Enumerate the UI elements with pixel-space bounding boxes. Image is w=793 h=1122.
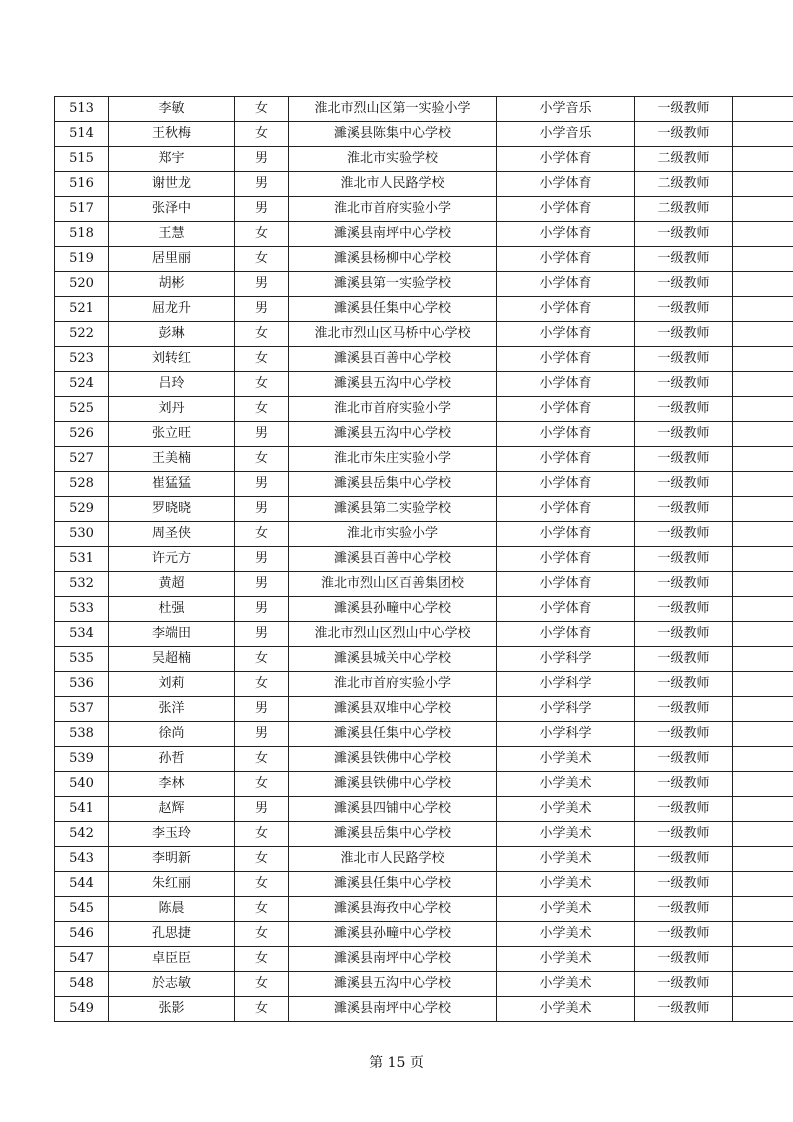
gender-cell: 女 bbox=[235, 747, 289, 772]
remarks-cell bbox=[733, 372, 793, 397]
table-row bbox=[55, 697, 793, 722]
row-number-cell: 541 bbox=[55, 797, 109, 822]
remarks-cell bbox=[733, 122, 793, 147]
row-number-cell: 544 bbox=[55, 872, 109, 897]
title-rank-cell: 一级教师 bbox=[635, 847, 733, 872]
row-number-cell: 517 bbox=[55, 197, 109, 222]
subject-cell: 小学音乐 bbox=[497, 97, 635, 122]
subject-cell: 小学体育 bbox=[497, 222, 635, 247]
table-row bbox=[55, 297, 793, 322]
title-rank-cell: 一级教师 bbox=[635, 222, 733, 247]
row-number-cell: 548 bbox=[55, 972, 109, 997]
teacher-name-cell: 李明新 bbox=[109, 847, 235, 872]
subject-cell: 小学科学 bbox=[497, 697, 635, 722]
subject-cell: 小学体育 bbox=[497, 197, 635, 222]
teacher-name-cell: 刘丹 bbox=[109, 397, 235, 422]
school-cell: 濉溪县铁佛中心学校 bbox=[289, 772, 497, 797]
subject-cell: 小学体育 bbox=[497, 572, 635, 597]
teacher-name-cell: 张立旺 bbox=[109, 422, 235, 447]
school-cell: 淮北市烈山区马桥中心学校 bbox=[289, 322, 497, 347]
remarks-cell bbox=[733, 722, 793, 747]
teacher-name-cell: 李玉玲 bbox=[109, 822, 235, 847]
title-rank-cell: 一级教师 bbox=[635, 422, 733, 447]
row-number-cell: 536 bbox=[55, 672, 109, 697]
school-cell: 濉溪县双堆中心学校 bbox=[289, 697, 497, 722]
gender-cell: 男 bbox=[235, 422, 289, 447]
table-row bbox=[55, 772, 793, 797]
table-row bbox=[55, 797, 793, 822]
row-number-cell: 526 bbox=[55, 422, 109, 447]
teacher-name-cell: 胡彬 bbox=[109, 272, 235, 297]
remarks-cell bbox=[733, 947, 793, 972]
gender-cell: 女 bbox=[235, 872, 289, 897]
subject-cell: 小学科学 bbox=[497, 647, 635, 672]
school-cell: 淮北市烈山区百善集团校 bbox=[289, 572, 497, 597]
remarks-cell bbox=[733, 422, 793, 447]
school-cell: 濉溪县城关中心学校 bbox=[289, 647, 497, 672]
row-number-cell: 547 bbox=[55, 947, 109, 972]
school-cell: 淮北市人民路学校 bbox=[289, 172, 497, 197]
school-cell: 濉溪县任集中心学校 bbox=[289, 297, 497, 322]
teacher-name-cell: 李敏 bbox=[109, 97, 235, 122]
row-number-cell: 514 bbox=[55, 122, 109, 147]
school-cell: 淮北市烈山区第一实验小学 bbox=[289, 97, 497, 122]
teacher-name-cell: 居里丽 bbox=[109, 247, 235, 272]
title-rank-cell: 一级教师 bbox=[635, 572, 733, 597]
remarks-cell bbox=[733, 647, 793, 672]
title-rank-cell: 一级教师 bbox=[635, 872, 733, 897]
table-row bbox=[55, 622, 793, 647]
subject-cell: 小学体育 bbox=[497, 597, 635, 622]
school-cell: 淮北市朱庄实验小学 bbox=[289, 447, 497, 472]
title-rank-cell: 一级教师 bbox=[635, 272, 733, 297]
teacher-name-cell: 张影 bbox=[109, 997, 235, 1022]
subject-cell: 小学音乐 bbox=[497, 122, 635, 147]
school-cell: 濉溪县孙疃中心学校 bbox=[289, 597, 497, 622]
school-cell: 淮北市首府实验小学 bbox=[289, 197, 497, 222]
subject-cell: 小学美术 bbox=[497, 922, 635, 947]
gender-cell: 女 bbox=[235, 772, 289, 797]
school-cell: 濉溪县四铺中心学校 bbox=[289, 797, 497, 822]
remarks-cell bbox=[733, 822, 793, 847]
school-cell: 濉溪县杨柳中心学校 bbox=[289, 247, 497, 272]
teacher-name-cell: 李林 bbox=[109, 772, 235, 797]
remarks-cell bbox=[733, 147, 793, 172]
table-row bbox=[55, 747, 793, 772]
gender-cell: 女 bbox=[235, 972, 289, 997]
subject-cell: 小学美术 bbox=[497, 872, 635, 897]
subject-cell: 小学体育 bbox=[497, 147, 635, 172]
gender-cell: 男 bbox=[235, 497, 289, 522]
gender-cell: 男 bbox=[235, 797, 289, 822]
remarks-cell bbox=[733, 872, 793, 897]
title-rank-cell: 一级教师 bbox=[635, 472, 733, 497]
school-cell: 濉溪县岳集中心学校 bbox=[289, 472, 497, 497]
title-rank-cell: 二级教师 bbox=[635, 172, 733, 197]
subject-cell: 小学体育 bbox=[497, 172, 635, 197]
table-row bbox=[55, 722, 793, 747]
title-rank-cell: 一级教师 bbox=[635, 647, 733, 672]
school-cell: 濉溪县南坪中心学校 bbox=[289, 222, 497, 247]
subject-cell: 小学体育 bbox=[497, 247, 635, 272]
remarks-cell bbox=[733, 847, 793, 872]
teacher-name-cell: 黄超 bbox=[109, 572, 235, 597]
school-cell: 淮北市烈山区烈山中心学校 bbox=[289, 622, 497, 647]
remarks-cell bbox=[733, 397, 793, 422]
subject-cell: 小学美术 bbox=[497, 997, 635, 1022]
gender-cell: 女 bbox=[235, 522, 289, 547]
gender-cell: 男 bbox=[235, 572, 289, 597]
table-row bbox=[55, 147, 793, 172]
remarks-cell bbox=[733, 247, 793, 272]
school-cell: 淮北市实验学校 bbox=[289, 147, 497, 172]
row-number-cell: 529 bbox=[55, 497, 109, 522]
remarks-cell bbox=[733, 197, 793, 222]
remarks-cell bbox=[733, 772, 793, 797]
school-cell: 濉溪县南坪中心学校 bbox=[289, 947, 497, 972]
gender-cell: 女 bbox=[235, 397, 289, 422]
teacher-name-cell: 王慧 bbox=[109, 222, 235, 247]
school-cell: 淮北市首府实验小学 bbox=[289, 672, 497, 697]
row-number-cell: 523 bbox=[55, 347, 109, 372]
teacher-name-cell: 陈晨 bbox=[109, 897, 235, 922]
title-rank-cell: 一级教师 bbox=[635, 97, 733, 122]
teacher-name-cell: 吴超楠 bbox=[109, 647, 235, 672]
title-rank-cell: 一级教师 bbox=[635, 247, 733, 272]
gender-cell: 男 bbox=[235, 147, 289, 172]
subject-cell: 小学美术 bbox=[497, 897, 635, 922]
roster-table bbox=[54, 96, 793, 1022]
gender-cell: 女 bbox=[235, 997, 289, 1022]
remarks-cell bbox=[733, 572, 793, 597]
gender-cell: 女 bbox=[235, 97, 289, 122]
teacher-name-cell: 张泽中 bbox=[109, 197, 235, 222]
gender-cell: 女 bbox=[235, 447, 289, 472]
teacher-name-cell: 张洋 bbox=[109, 697, 235, 722]
row-number-cell: 542 bbox=[55, 822, 109, 847]
title-rank-cell: 一级教师 bbox=[635, 372, 733, 397]
table-row bbox=[55, 522, 793, 547]
remarks-cell bbox=[733, 447, 793, 472]
subject-cell: 小学体育 bbox=[497, 447, 635, 472]
gender-cell: 男 bbox=[235, 597, 289, 622]
title-rank-cell: 二级教师 bbox=[635, 147, 733, 172]
table-row bbox=[55, 397, 793, 422]
subject-cell: 小学美术 bbox=[497, 797, 635, 822]
teacher-name-cell: 周圣侠 bbox=[109, 522, 235, 547]
subject-cell: 小学体育 bbox=[497, 622, 635, 647]
teacher-name-cell: 刘转红 bbox=[109, 347, 235, 372]
gender-cell: 女 bbox=[235, 347, 289, 372]
gender-cell: 男 bbox=[235, 722, 289, 747]
title-rank-cell: 一级教师 bbox=[635, 297, 733, 322]
subject-cell: 小学体育 bbox=[497, 472, 635, 497]
title-rank-cell: 一级教师 bbox=[635, 972, 733, 997]
row-number-cell: 519 bbox=[55, 247, 109, 272]
subject-cell: 小学美术 bbox=[497, 947, 635, 972]
title-rank-cell: 一级教师 bbox=[635, 347, 733, 372]
table-row bbox=[55, 197, 793, 222]
table-row bbox=[55, 447, 793, 472]
teacher-name-cell: 崔猛猛 bbox=[109, 472, 235, 497]
school-cell: 濉溪县海孜中心学校 bbox=[289, 897, 497, 922]
remarks-cell bbox=[733, 622, 793, 647]
row-number-cell: 549 bbox=[55, 997, 109, 1022]
remarks-cell bbox=[733, 272, 793, 297]
teacher-name-cell: 王美楠 bbox=[109, 447, 235, 472]
row-number-cell: 527 bbox=[55, 447, 109, 472]
remarks-cell bbox=[733, 472, 793, 497]
row-number-cell: 537 bbox=[55, 697, 109, 722]
teacher-name-cell: 彭琳 bbox=[109, 322, 235, 347]
table-row bbox=[55, 272, 793, 297]
teacher-name-cell: 李端田 bbox=[109, 622, 235, 647]
table-row bbox=[55, 822, 793, 847]
teacher-name-cell: 罗晓晓 bbox=[109, 497, 235, 522]
teacher-name-cell: 卓臣臣 bbox=[109, 947, 235, 972]
school-cell: 濉溪县南坪中心学校 bbox=[289, 997, 497, 1022]
table-row bbox=[55, 972, 793, 997]
row-number-cell: 515 bbox=[55, 147, 109, 172]
teacher-name-cell: 许元方 bbox=[109, 547, 235, 572]
gender-cell: 女 bbox=[235, 247, 289, 272]
row-number-cell: 532 bbox=[55, 572, 109, 597]
subject-cell: 小学美术 bbox=[497, 772, 635, 797]
table-row bbox=[55, 897, 793, 922]
gender-cell: 男 bbox=[235, 197, 289, 222]
gender-cell: 男 bbox=[235, 622, 289, 647]
gender-cell: 男 bbox=[235, 697, 289, 722]
row-number-cell: 513 bbox=[55, 97, 109, 122]
title-rank-cell: 一级教师 bbox=[635, 822, 733, 847]
page-number: 第 15 页 bbox=[369, 1055, 424, 1071]
gender-cell: 女 bbox=[235, 897, 289, 922]
table-row bbox=[55, 547, 793, 572]
table-row bbox=[55, 222, 793, 247]
gender-cell: 女 bbox=[235, 322, 289, 347]
gender-cell: 女 bbox=[235, 822, 289, 847]
title-rank-cell: 一级教师 bbox=[635, 697, 733, 722]
table-row bbox=[55, 847, 793, 872]
teacher-name-cell: 於志敏 bbox=[109, 972, 235, 997]
title-rank-cell: 一级教师 bbox=[635, 797, 733, 822]
remarks-cell bbox=[733, 497, 793, 522]
row-number-cell: 525 bbox=[55, 397, 109, 422]
table-row bbox=[55, 422, 793, 447]
title-rank-cell: 一级教师 bbox=[635, 722, 733, 747]
row-number-cell: 533 bbox=[55, 597, 109, 622]
subject-cell: 小学美术 bbox=[497, 747, 635, 772]
remarks-cell bbox=[733, 597, 793, 622]
gender-cell: 男 bbox=[235, 472, 289, 497]
row-number-cell: 534 bbox=[55, 622, 109, 647]
table-row bbox=[55, 247, 793, 272]
teacher-name-cell: 朱红丽 bbox=[109, 872, 235, 897]
title-rank-cell: 一级教师 bbox=[635, 397, 733, 422]
teacher-name-cell: 吕玲 bbox=[109, 372, 235, 397]
school-cell: 濉溪县五沟中心学校 bbox=[289, 372, 497, 397]
school-cell: 濉溪县铁佛中心学校 bbox=[289, 747, 497, 772]
remarks-cell bbox=[733, 97, 793, 122]
title-rank-cell: 一级教师 bbox=[635, 897, 733, 922]
remarks-cell bbox=[733, 297, 793, 322]
subject-cell: 小学体育 bbox=[497, 322, 635, 347]
school-cell: 淮北市实验小学 bbox=[289, 522, 497, 547]
table-row bbox=[55, 497, 793, 522]
row-number-cell: 516 bbox=[55, 172, 109, 197]
subject-cell: 小学美术 bbox=[497, 847, 635, 872]
subject-cell: 小学体育 bbox=[497, 522, 635, 547]
remarks-cell bbox=[733, 347, 793, 372]
remarks-cell bbox=[733, 997, 793, 1022]
table-row bbox=[55, 572, 793, 597]
row-number-cell: 520 bbox=[55, 272, 109, 297]
school-cell: 濉溪县五沟中心学校 bbox=[289, 972, 497, 997]
subject-cell: 小学体育 bbox=[497, 422, 635, 447]
gender-cell: 女 bbox=[235, 222, 289, 247]
title-rank-cell: 一级教师 bbox=[635, 947, 733, 972]
title-rank-cell: 一级教师 bbox=[635, 672, 733, 697]
title-rank-cell: 一级教师 bbox=[635, 497, 733, 522]
row-number-cell: 531 bbox=[55, 547, 109, 572]
subject-cell: 小学体育 bbox=[497, 497, 635, 522]
remarks-cell bbox=[733, 522, 793, 547]
title-rank-cell: 一级教师 bbox=[635, 997, 733, 1022]
title-rank-cell: 一级教师 bbox=[635, 597, 733, 622]
row-number-cell: 540 bbox=[55, 772, 109, 797]
table-row bbox=[55, 347, 793, 372]
subject-cell: 小学体育 bbox=[497, 272, 635, 297]
remarks-cell bbox=[733, 172, 793, 197]
title-rank-cell: 一级教师 bbox=[635, 622, 733, 647]
subject-cell: 小学体育 bbox=[497, 372, 635, 397]
title-rank-cell: 一级教师 bbox=[635, 522, 733, 547]
subject-cell: 小学科学 bbox=[497, 672, 635, 697]
row-number-cell: 546 bbox=[55, 922, 109, 947]
remarks-cell bbox=[733, 797, 793, 822]
table-row bbox=[55, 647, 793, 672]
title-rank-cell: 一级教师 bbox=[635, 322, 733, 347]
school-cell: 濉溪县任集中心学校 bbox=[289, 722, 497, 747]
title-rank-cell: 一级教师 bbox=[635, 747, 733, 772]
title-rank-cell: 一级教师 bbox=[635, 447, 733, 472]
gender-cell: 男 bbox=[235, 272, 289, 297]
school-cell: 濉溪县五沟中心学校 bbox=[289, 422, 497, 447]
teacher-name-cell: 王秋梅 bbox=[109, 122, 235, 147]
table-row bbox=[55, 672, 793, 697]
row-number-cell: 543 bbox=[55, 847, 109, 872]
title-rank-cell: 一级教师 bbox=[635, 547, 733, 572]
row-number-cell: 528 bbox=[55, 472, 109, 497]
row-number-cell: 524 bbox=[55, 372, 109, 397]
table-row bbox=[55, 922, 793, 947]
roster-body bbox=[55, 97, 793, 1022]
gender-cell: 女 bbox=[235, 847, 289, 872]
school-cell: 濉溪县陈集中心学校 bbox=[289, 122, 497, 147]
table-row bbox=[55, 597, 793, 622]
table-row bbox=[55, 872, 793, 897]
table-row bbox=[55, 172, 793, 197]
gender-cell: 男 bbox=[235, 547, 289, 572]
row-number-cell: 518 bbox=[55, 222, 109, 247]
remarks-cell bbox=[733, 897, 793, 922]
remarks-cell bbox=[733, 697, 793, 722]
teacher-name-cell: 谢世龙 bbox=[109, 172, 235, 197]
teacher-name-cell: 赵辉 bbox=[109, 797, 235, 822]
school-cell: 濉溪县百善中心学校 bbox=[289, 547, 497, 572]
school-cell: 濉溪县任集中心学校 bbox=[289, 872, 497, 897]
remarks-cell bbox=[733, 322, 793, 347]
remarks-cell bbox=[733, 222, 793, 247]
table-row bbox=[55, 97, 793, 122]
table-row bbox=[55, 372, 793, 397]
subject-cell: 小学美术 bbox=[497, 972, 635, 997]
row-number-cell: 545 bbox=[55, 897, 109, 922]
gender-cell: 男 bbox=[235, 172, 289, 197]
remarks-cell bbox=[733, 672, 793, 697]
remarks-cell bbox=[733, 547, 793, 572]
teacher-name-cell: 孔思捷 bbox=[109, 922, 235, 947]
gender-cell: 女 bbox=[235, 672, 289, 697]
school-cell: 濉溪县第一实验学校 bbox=[289, 272, 497, 297]
remarks-cell bbox=[733, 922, 793, 947]
title-rank-cell: 一级教师 bbox=[635, 122, 733, 147]
gender-cell: 男 bbox=[235, 297, 289, 322]
teacher-name-cell: 郑宇 bbox=[109, 147, 235, 172]
gender-cell: 女 bbox=[235, 947, 289, 972]
school-cell: 淮北市首府实验小学 bbox=[289, 397, 497, 422]
teacher-name-cell: 徐尚 bbox=[109, 722, 235, 747]
subject-cell: 小学美术 bbox=[497, 822, 635, 847]
teacher-name-cell: 孙哲 bbox=[109, 747, 235, 772]
school-cell: 濉溪县孙疃中心学校 bbox=[289, 922, 497, 947]
row-number-cell: 522 bbox=[55, 322, 109, 347]
gender-cell: 女 bbox=[235, 922, 289, 947]
school-cell: 淮北市人民路学校 bbox=[289, 847, 497, 872]
row-number-cell: 538 bbox=[55, 722, 109, 747]
table-row bbox=[55, 122, 793, 147]
school-cell: 濉溪县百善中心学校 bbox=[289, 347, 497, 372]
teacher-name-cell: 刘莉 bbox=[109, 672, 235, 697]
teacher-name-cell: 杜强 bbox=[109, 597, 235, 622]
title-rank-cell: 一级教师 bbox=[635, 922, 733, 947]
row-number-cell: 530 bbox=[55, 522, 109, 547]
gender-cell: 女 bbox=[235, 647, 289, 672]
title-rank-cell: 一级教师 bbox=[635, 772, 733, 797]
gender-cell: 女 bbox=[235, 122, 289, 147]
subject-cell: 小学科学 bbox=[497, 722, 635, 747]
row-number-cell: 521 bbox=[55, 297, 109, 322]
teacher-name-cell: 屈龙升 bbox=[109, 297, 235, 322]
table-row bbox=[55, 947, 793, 972]
school-cell: 濉溪县第二实验学校 bbox=[289, 497, 497, 522]
school-cell: 濉溪县岳集中心学校 bbox=[289, 822, 497, 847]
subject-cell: 小学体育 bbox=[497, 397, 635, 422]
subject-cell: 小学体育 bbox=[497, 547, 635, 572]
remarks-cell bbox=[733, 747, 793, 772]
table-row bbox=[55, 997, 793, 1022]
gender-cell: 女 bbox=[235, 372, 289, 397]
remarks-cell bbox=[733, 972, 793, 997]
row-number-cell: 535 bbox=[55, 647, 109, 672]
row-number-cell: 539 bbox=[55, 747, 109, 772]
subject-cell: 小学体育 bbox=[497, 347, 635, 372]
title-rank-cell: 二级教师 bbox=[635, 197, 733, 222]
table-row bbox=[55, 472, 793, 497]
table-row bbox=[55, 322, 793, 347]
subject-cell: 小学体育 bbox=[497, 297, 635, 322]
